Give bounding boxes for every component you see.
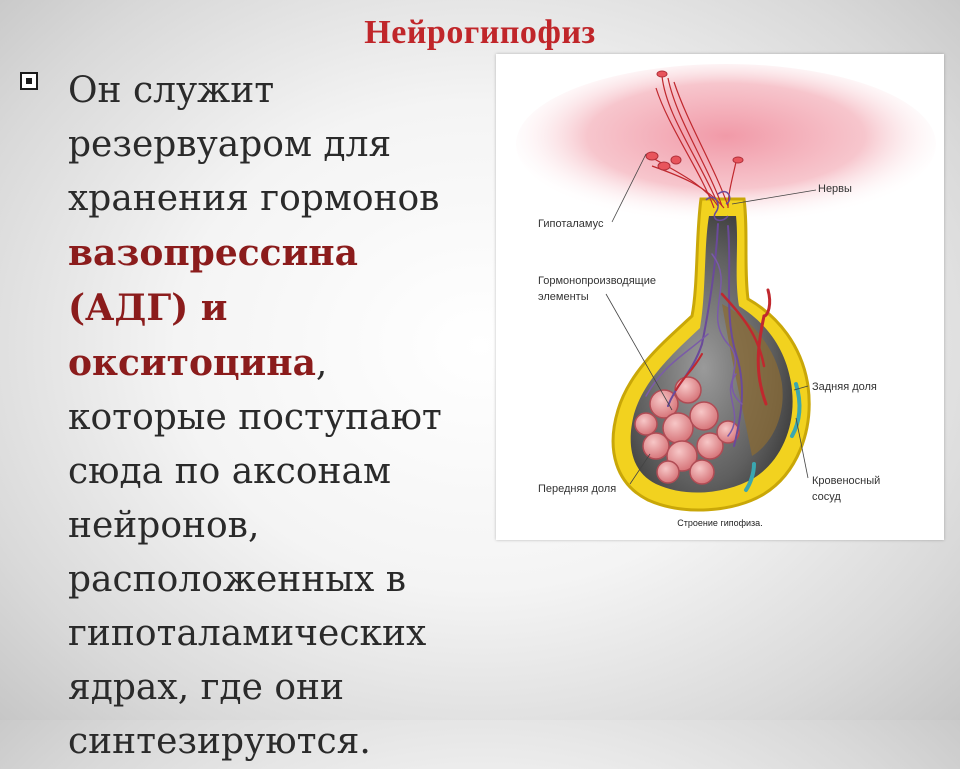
label-hypothalamus: Гипоталамус [538,218,604,230]
bullet-icon [20,72,38,90]
body-text-part-1: Он служит резервуаром для хранения гормонов [68,70,440,219]
body-text-part-2: , которые поступают сюда по аксонам нейронов, расположенных в гипоталамических ядрах, где они синтезируются. [68,343,442,762]
pituitary-diagram [496,54,944,540]
figure-caption: Строение гипофиза. [677,518,763,528]
label-anterior-lobe: Передняя доля [538,483,617,495]
label-hormone-elements-line2: элементы [538,291,589,303]
label-blood-vessel-line1: Кровеносный [812,475,881,487]
slide-title: Нейрогипофиз [364,14,596,51]
pituitary-illustration [496,54,944,540]
label-posterior-lobe: Задняя доля [812,381,877,393]
label-hormone-elements-line1: Гормонопроизводящие [538,275,656,287]
body-text [68,64,478,769]
hormone-names-highlight: вазопрессина (АДГ) и окситоцина [68,232,358,384]
label-blood-vessel-line2: сосуд [812,491,841,503]
label-nerves: Нервы [818,183,852,195]
